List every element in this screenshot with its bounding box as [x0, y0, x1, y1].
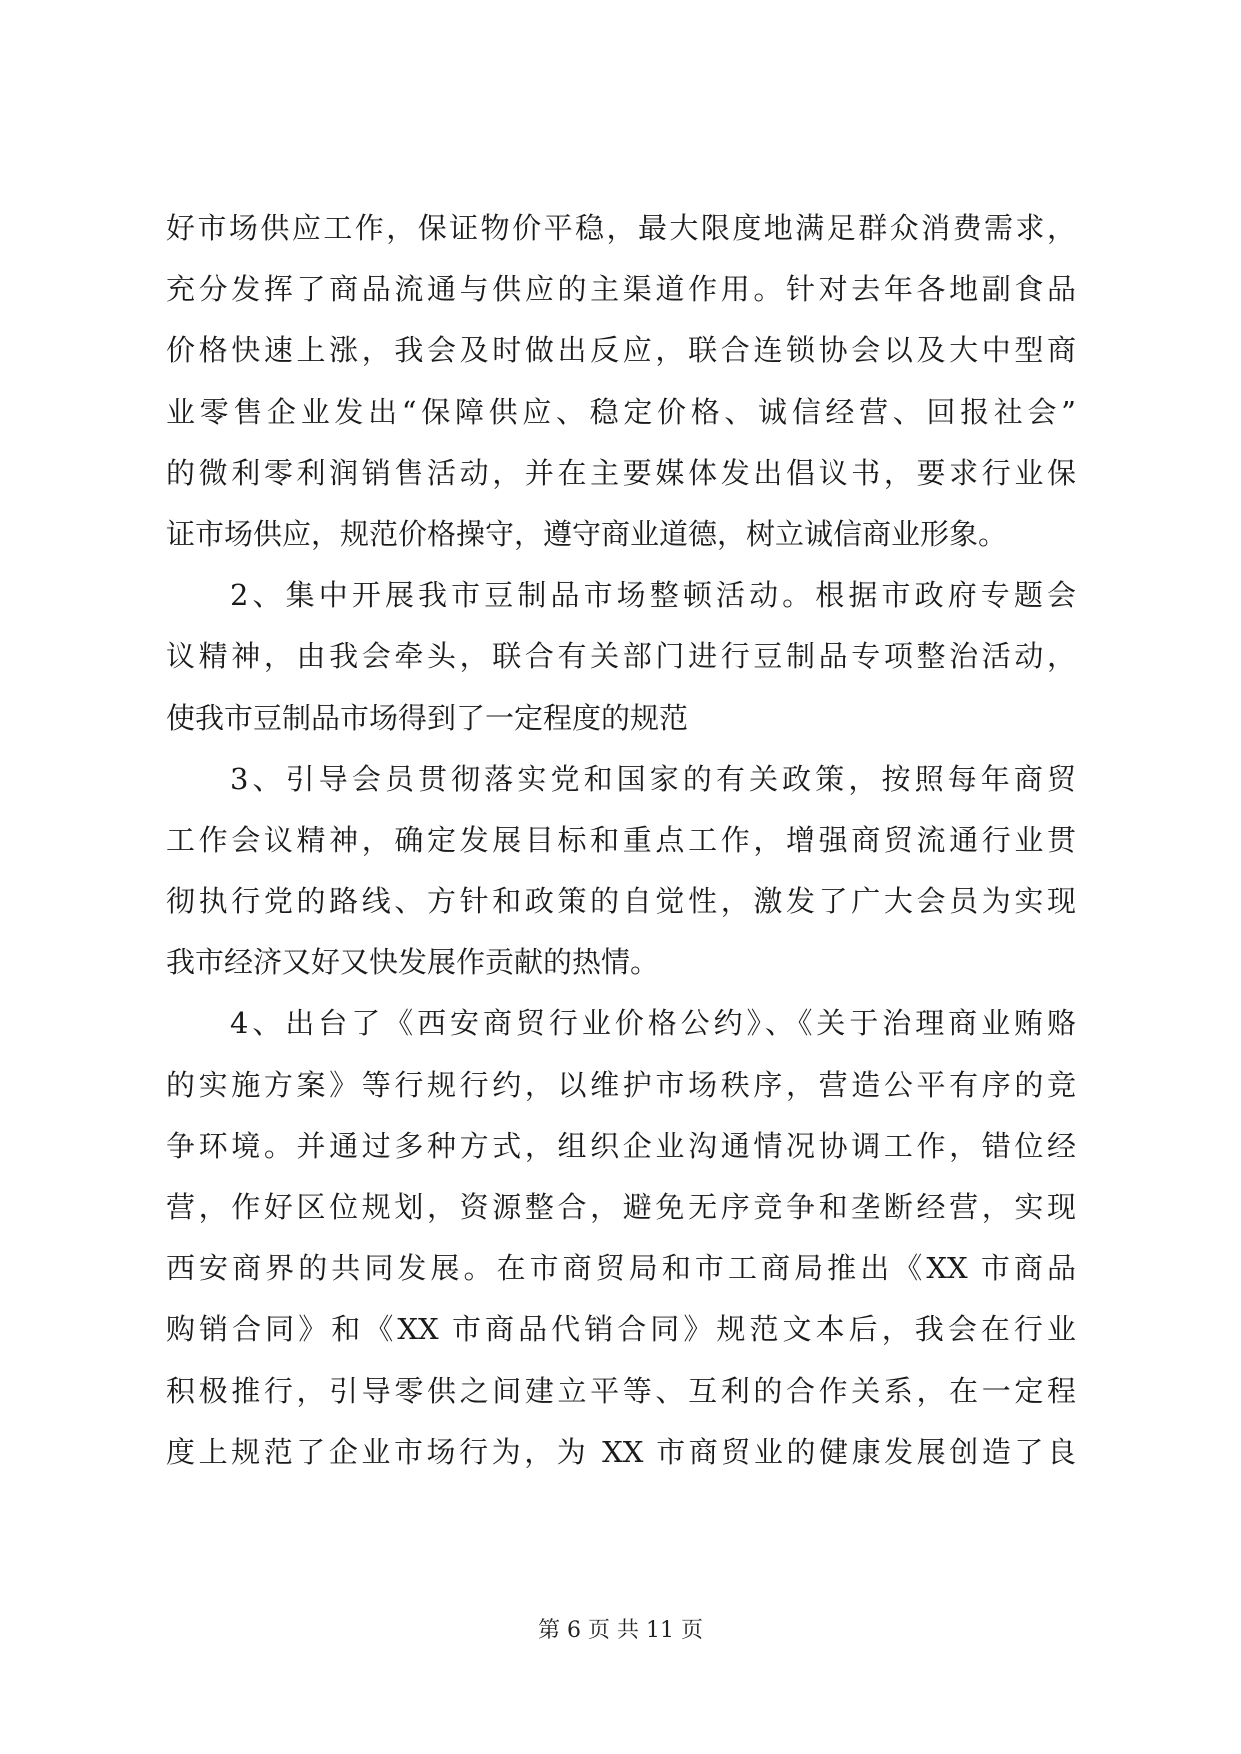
page-number-footer: 第 6 页 共 11 页 [538, 1618, 703, 1643]
text-line: 议精神，由我会牵头，联合有关部门进行豆制品专项整治活动， [166, 639, 1076, 674]
text-line: 的实施方案》等行规行约，以维护市场秩序，营造公平有序的竞 [166, 1067, 1076, 1102]
text-line: 营，作好区位规划，资源整合，避免无序竞争和垄断经营，实现 [166, 1190, 1076, 1224]
text-line: 购销合同》和《XX 市商品代销合同》规范文本后，我会在行业 [166, 1312, 1076, 1347]
text-line: 业零售企业发出“保障供应、稳定价格、诚信经营、回报社会” [166, 394, 1076, 429]
paragraph-3-line: 3、引导会员贯彻落实党和国家的有关政策，按照每年商贸 [230, 761, 1076, 796]
paragraph-2-line: 2、集中开展我市豆制品市场整顿活动。根据市政府专题会 [230, 578, 1076, 613]
text-line: 好市场供应工作，保证物价平稳，最大限度地满足群众消费需求， [166, 211, 1076, 245]
text-line: 的微利零利润销售活动，并在主要媒体发出倡议书，要求行业保 [166, 455, 1076, 490]
text-line: 积极推行，引导零供之间建立平等、互利的合作关系，在一定程 [166, 1373, 1076, 1408]
text-line: 充分发挥了商品流通与供应的主渠道作用。针对去年各地副食品 [166, 272, 1076, 307]
text-line: 价格快速上涨，我会及时做出反应，联合连锁协会以及大中型商 [166, 333, 1076, 368]
text-line: 我市经济又好又快发展作贡献的热情。 [166, 945, 660, 980]
paragraph-4-line: 4、出台了《西安商贸行业价格公约》、《关于治理商业贿赂 [230, 1006, 1076, 1041]
text-line: 争环境。并通过多种方式，组织企业沟通情况协调工作，错位经 [166, 1128, 1076, 1163]
text-line: 西安商界的共同发展。在市商贸局和市工商局推出《XX 市商品 [166, 1251, 1076, 1286]
text-line: 度上规范了企业市场行为，为 XX 市商贸业的健康发展创造了良 [166, 1434, 1076, 1469]
text-line: 工作会议精神，确定发展目标和重点工作，增强商贸流通行业贯 [166, 822, 1076, 857]
text-line: 彻执行党的路线、方针和政策的自觉性，激发了广大会员为实现 [166, 884, 1076, 919]
document-body [166, 198, 1076, 1483]
text-line: 证市场供应，规范价格操守，遵守商业道德，树立诚信商业形象。 [166, 516, 1008, 551]
text-line: 使我市豆制品市场得到了一定程度的规范 [166, 700, 689, 735]
